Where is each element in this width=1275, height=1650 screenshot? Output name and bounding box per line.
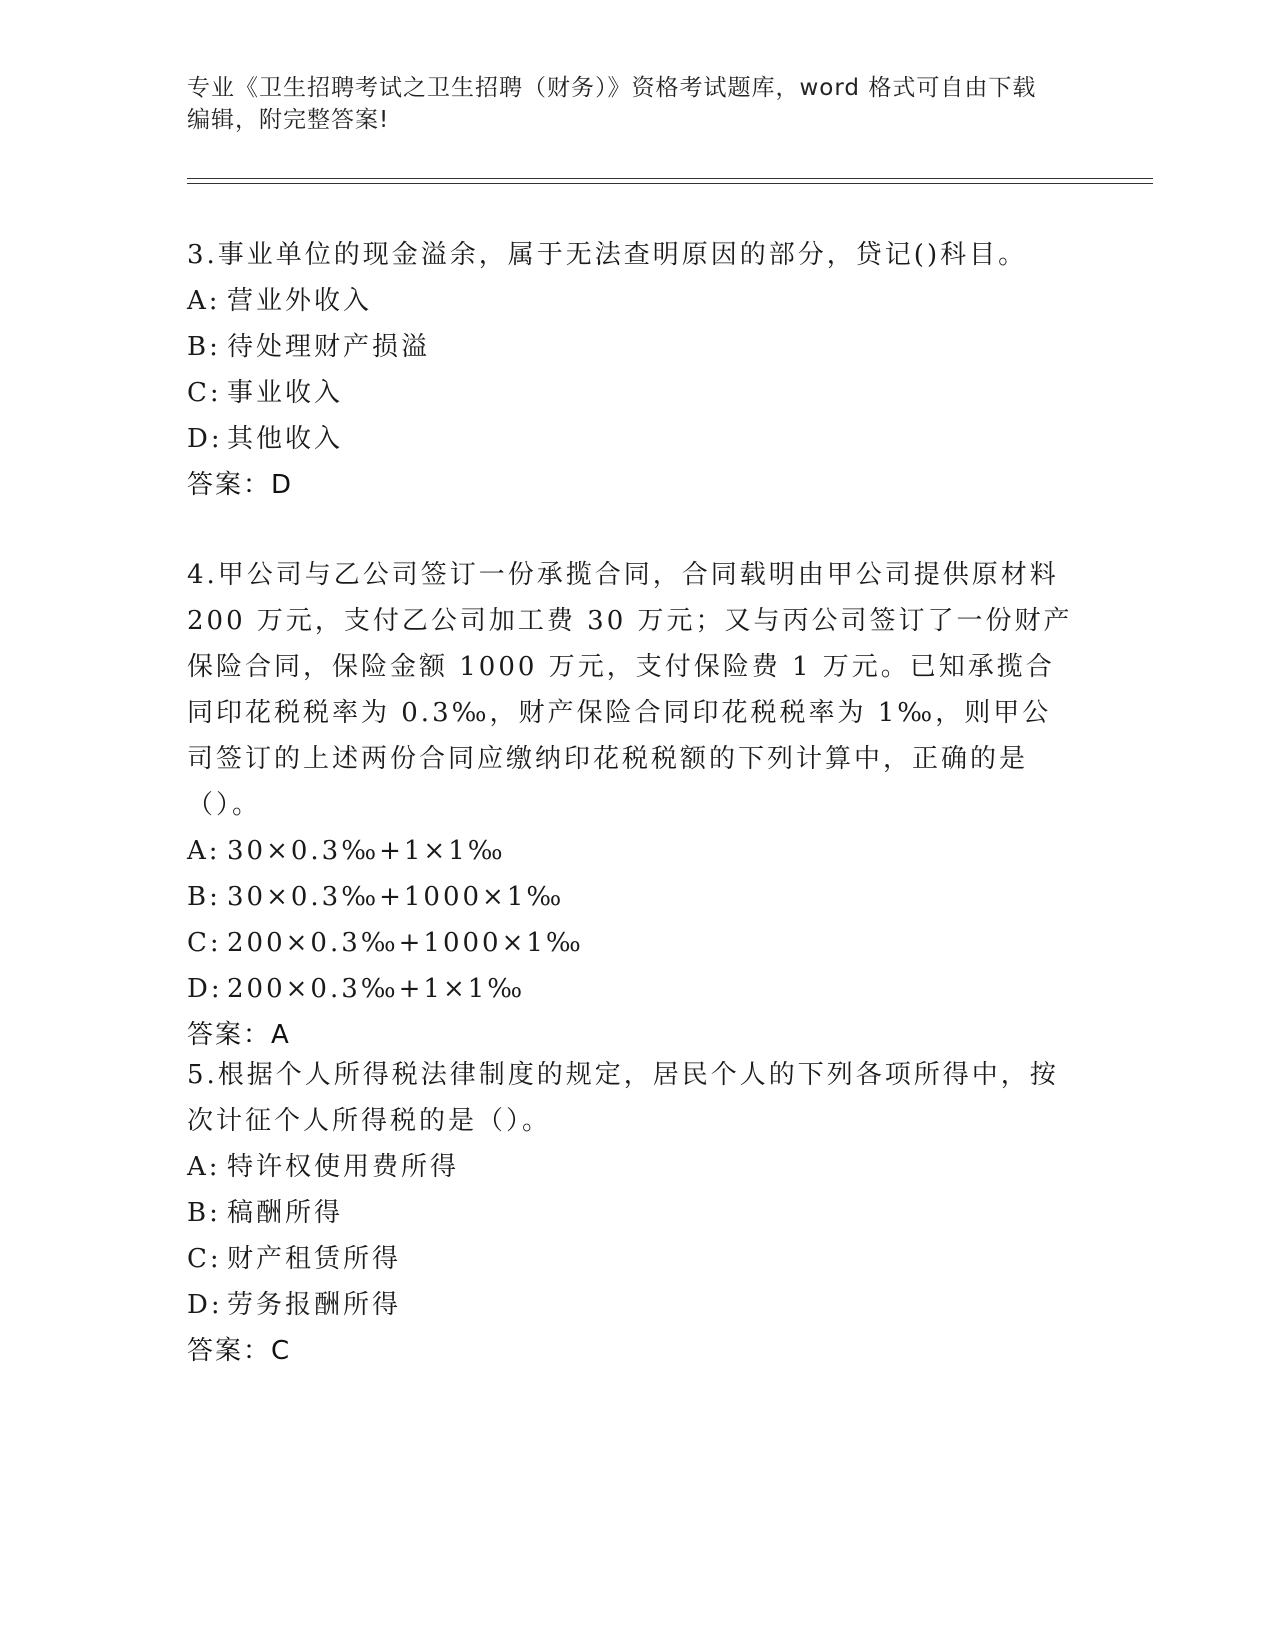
header-line-2: 编辑，附完整答案!	[187, 107, 390, 133]
option-a	[187, 278, 1077, 324]
option-key: A:	[187, 836, 221, 866]
option-key: A:	[187, 286, 221, 316]
option-d	[187, 966, 1077, 1012]
question-stem: 4.甲公司与乙公司签订一份承揽合同，合同载明由甲公司提供原材料 200 万元，支付乙公司加工费 30 万元；又与丙公司签订了一份财产保险合同，保险金额 1000 万元，支付保险费 1 万元。已知承揽合同印花税税率为 0.3‰，财产保险合同印花税税率为 1‰，则甲公司签订的上述两份合同应缴纳印花税税额的下列计算中，正确的是（）。	[187, 560, 1073, 820]
option-text: 30×0.3‰+1×1‰	[227, 836, 506, 866]
option-key: B:	[187, 332, 221, 362]
option-text: 200×0.3‰+1000×1‰	[227, 928, 584, 958]
document-header	[187, 72, 1067, 136]
option-text: 200×0.3‰+1×1‰	[227, 974, 526, 1004]
option-key: B:	[187, 882, 221, 912]
option-b	[187, 874, 1077, 920]
option-c	[187, 370, 1077, 416]
option-text: 30×0.3‰+1000×1‰	[227, 882, 565, 912]
answer-label: 答案：A	[187, 1020, 291, 1050]
option-c	[187, 920, 1077, 966]
answer-label: 答案：C	[187, 1336, 292, 1366]
header-divider-bottom	[187, 183, 1153, 184]
option-key: C:	[187, 1244, 222, 1274]
option-key: B:	[187, 1198, 221, 1228]
option-key: C:	[187, 928, 222, 958]
option-text: 事业收入	[227, 378, 344, 408]
option-text: 劳务报酬所得	[227, 1290, 402, 1320]
option-key: C:	[187, 378, 222, 408]
header-line-1: 专业《卫生招聘考试之卫生招聘（财务）》资格考试题库，word 格式可自由下载	[187, 75, 1037, 101]
question-5	[187, 1052, 1077, 1374]
option-b	[187, 1190, 1077, 1236]
option-key: D:	[187, 974, 223, 1004]
answer-label: 答案：D	[187, 470, 294, 500]
option-key: D:	[187, 1290, 223, 1320]
option-text: 待处理财产损溢	[227, 332, 431, 362]
option-c	[187, 1236, 1077, 1282]
option-text: 其他收入	[227, 424, 344, 454]
option-key: D:	[187, 424, 223, 454]
option-a	[187, 828, 1077, 874]
option-d	[187, 416, 1077, 462]
option-key: A:	[187, 1152, 221, 1182]
question-stem: 3.事业单位的现金溢余，属于无法查明原因的部分，贷记()科目。	[187, 240, 1028, 270]
header-divider-top	[187, 178, 1153, 179]
question-stem: 5.根据个人所得税法律制度的规定，居民个人的下列各项所得中，按次计征个人所得税的是（）。	[187, 1060, 1059, 1136]
option-text: 营业外收入	[227, 286, 373, 316]
option-text: 财产租赁所得	[227, 1244, 402, 1274]
option-text: 特许权使用费所得	[227, 1152, 460, 1182]
option-text: 稿酬所得	[227, 1198, 344, 1228]
option-b	[187, 324, 1077, 370]
option-d	[187, 1282, 1077, 1328]
option-a	[187, 1144, 1077, 1190]
question-4	[187, 552, 1077, 1058]
question-3	[187, 232, 1077, 508]
